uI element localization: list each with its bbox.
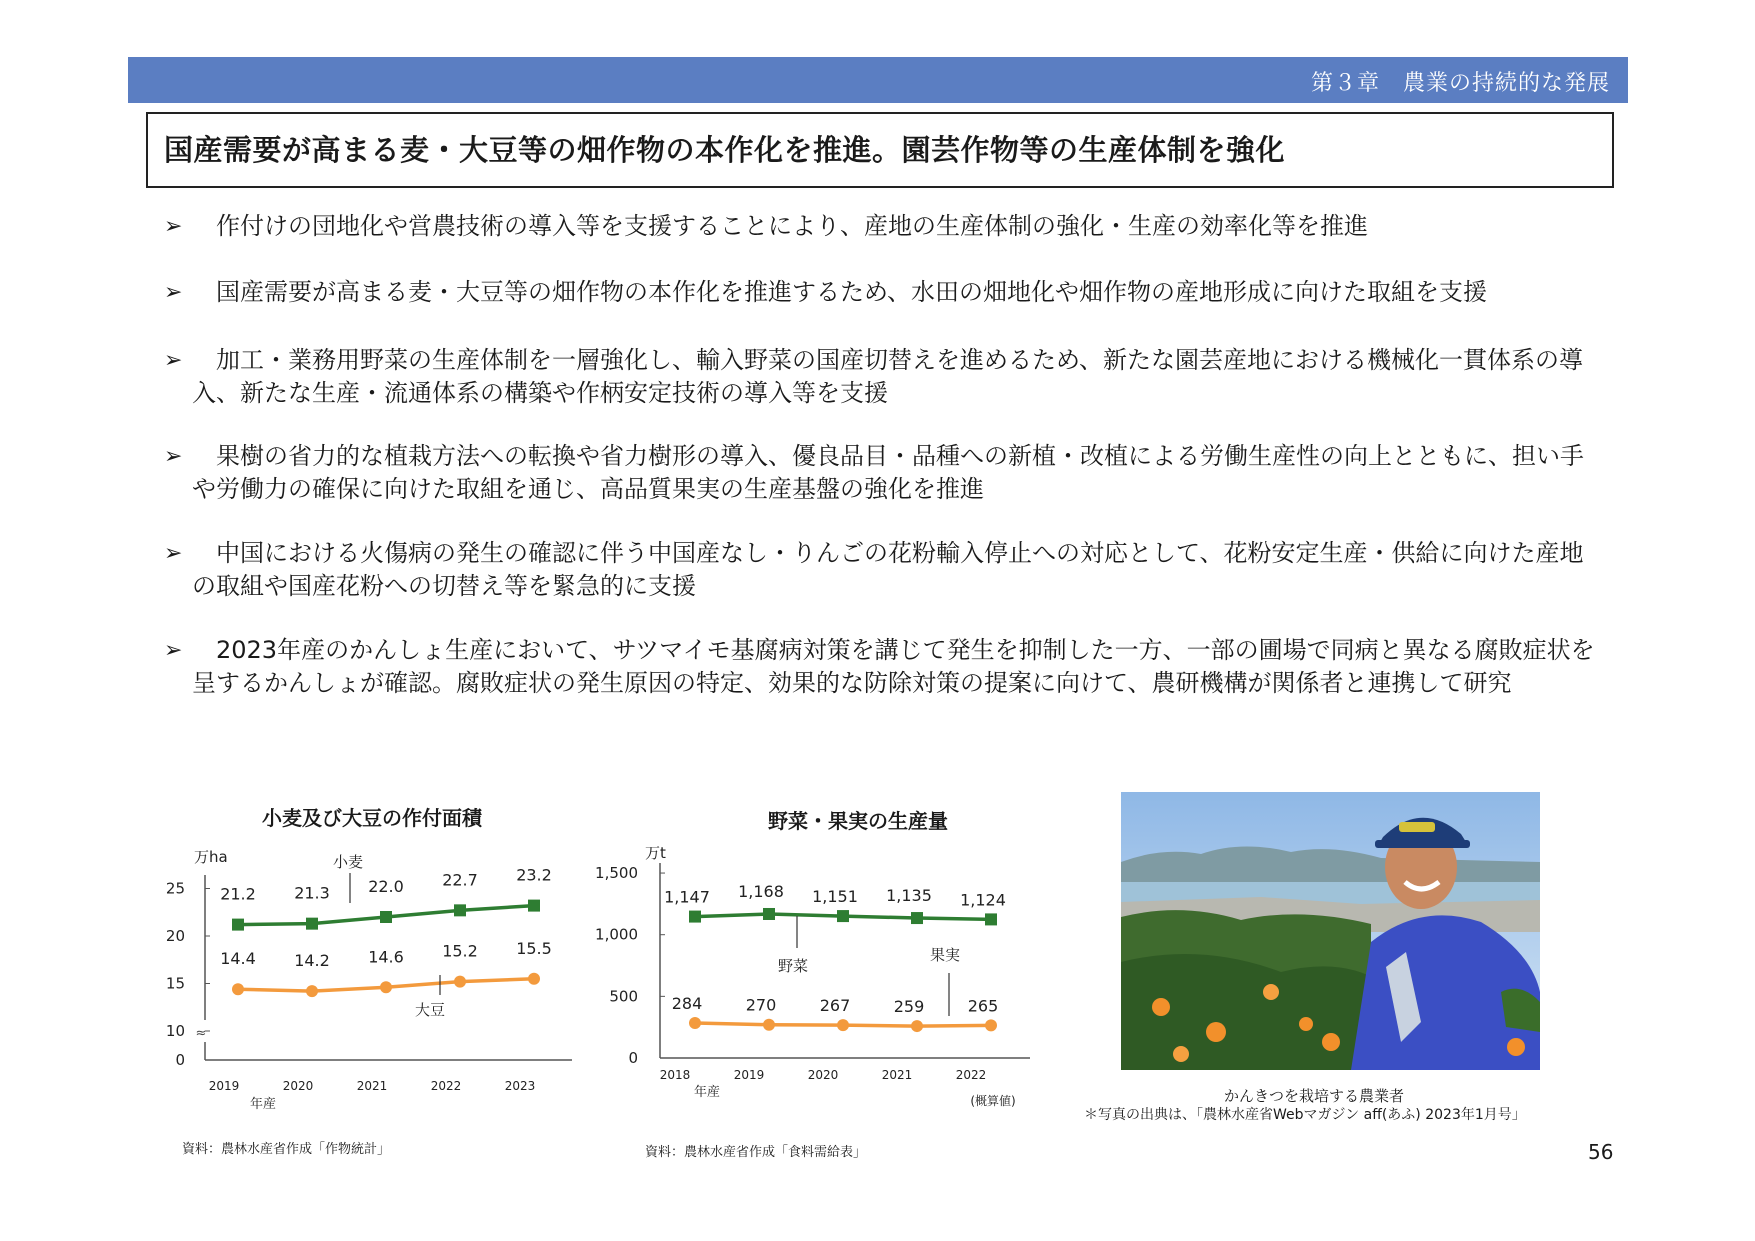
chart1-x-tick-label: 2019	[208, 1079, 240, 1093]
bullet-arrow-icon: ➢	[164, 444, 183, 469]
chart2-x-tick-label: 2020	[807, 1068, 839, 1082]
farmer-photo-illustration	[1121, 792, 1540, 1070]
chart2-series-name-fruit: 果実	[929, 946, 961, 964]
chart1-y-tick-label: 20	[165, 927, 185, 945]
chart1-y-tick-label: 0	[175, 1051, 185, 1069]
farmer-photo	[1121, 792, 1540, 1070]
chart2-point-fruit	[985, 1019, 997, 1031]
chart2-x-tick-label: 2018	[659, 1068, 691, 1082]
title-box	[146, 112, 1614, 188]
bullet-item	[160, 210, 1600, 243]
chart2-point-vegetables	[911, 912, 923, 924]
chart2-y-tick-label: 1,000	[595, 925, 638, 944]
chart1-series-name-soy: 大豆	[414, 1001, 446, 1019]
bullet-text: 作付けの団地化や営農技術の導入等を支援することにより、産地の生産体制の強化・生産の効率化等を推進	[216, 212, 1368, 240]
bullet-arrow-icon: ➢	[164, 541, 183, 566]
chart1-data-label: 15.2	[442, 941, 478, 961]
chart1-data-label: 21.3	[294, 883, 330, 903]
chart2-point-fruit	[837, 1019, 849, 1031]
photo-caption: かんきつを栽培する農業者	[1224, 1087, 1405, 1105]
chart1-point-wheat	[380, 911, 392, 923]
chart2-series-name-vegetables: 野菜	[777, 957, 809, 975]
bullet-text: 中国における火傷病の発生の確認に伴う中国産なし・りんごの花粉輸入停止への対応として、花粉安定生産・供給に向けた産地の取組や国産花粉への切替え等を緊急的に支援	[192, 539, 1584, 600]
chart1-point-wheat	[306, 918, 318, 930]
bullet-text: 加工・業務用野菜の生産体制を一層強化し、輸入野菜の国産切替えを進めるため、新たな園芸産地における機械化一貫体系の導入、新たな生産・流通体系の構築や作柄安定技術の導入等を支援	[192, 346, 1584, 407]
chart1-series-name-wheat: 小麦	[332, 853, 364, 871]
chart2-data-label: 270	[745, 995, 777, 1015]
chart1-y-unit: 万ha	[194, 848, 228, 866]
chart1-x-tick-label: 2020	[282, 1079, 314, 1093]
chart2-data-label: 284	[671, 993, 703, 1013]
chart1-data-label: 22.7	[442, 870, 478, 890]
chart2-title: 野菜・果実の生産量	[768, 809, 948, 833]
chart1-data-label: 23.2	[516, 865, 552, 885]
chart1-data-label: 14.2	[294, 951, 330, 971]
chart2-x-tick-label: 2022	[955, 1068, 987, 1082]
page-number: 56	[1588, 1140, 1614, 1164]
bullet-item	[160, 537, 1600, 603]
chart1-point-soy	[528, 973, 540, 985]
chart2-y-tick-label: 1,500	[595, 864, 638, 883]
bullet-arrow-icon: ➢	[164, 348, 183, 373]
chart1-title: 小麦及び大豆の作付面積	[262, 806, 482, 830]
chart2-y-tick-label: 0	[628, 1049, 638, 1067]
chart1-y-tick-label: 15	[165, 974, 185, 993]
chart2-point-vegetables	[763, 908, 775, 920]
chart2-point-fruit	[911, 1020, 923, 1032]
chart2-data-label: 1,147	[664, 887, 710, 907]
bullet-text: 国産需要が高まる麦・大豆等の畑作物の本作化を推進するため、水田の畑地化や畑作物の産地形成に向けた取組を支援	[216, 278, 1488, 306]
photo-credit: ＊写真の出典は、「農林水産省Webマガジン aff(あふ) 2023年1月号」	[1084, 1107, 1526, 1123]
bullet-item	[160, 440, 1600, 506]
bullet-text: 2023年産のかんしょ生産において、サツマイモ基腐病対策を講じて発生を抑制した一方、一部の圃場で同病と異なる腐敗症状を呈するかんしょが確認。腐敗症状の発生原因の特定、効果的な防除対策の提案に向けて、農研機構が関係者と連携して研究	[192, 636, 1595, 697]
bullet-item	[160, 344, 1600, 410]
chart2-veg-fruit-production	[585, 838, 1035, 1118]
chart2-point-fruit	[689, 1017, 701, 1029]
chart2-x-note: (概算値)	[970, 1094, 1016, 1108]
chart2-data-label: 267	[819, 996, 851, 1016]
bullet-item	[160, 634, 1600, 700]
chart2-y-tick-label: 500	[609, 987, 638, 1006]
chart1-x-tick-label: 2021	[356, 1079, 388, 1093]
chart1-point-soy	[380, 981, 392, 993]
chart2-x-tick-label: 2019	[733, 1068, 765, 1082]
chart1-x-tick-label: 2022	[430, 1079, 462, 1093]
chart2-data-label: 1,124	[960, 890, 1006, 910]
chart1-y-tick-label: 25	[165, 879, 185, 898]
bullet-arrow-icon: ➢	[164, 638, 183, 663]
chart2-source: 資料：農林水産省作成「食料需給表」	[645, 1145, 867, 1160]
chart1-axis-break-icon: ≈	[195, 1026, 207, 1041]
chart2-data-label: 265	[967, 996, 999, 1016]
chart1-point-soy	[454, 976, 466, 988]
chart1-x-unit: 年産	[249, 1097, 277, 1112]
chart1-point-soy	[232, 983, 244, 995]
chart2-x-tick-label: 2021	[881, 1068, 913, 1082]
chart1-data-label: 21.2	[220, 884, 256, 904]
chart1-data-label: 22.0	[368, 877, 404, 896]
chart1-point-wheat	[528, 900, 540, 912]
bullet-arrow-icon: ➢	[164, 280, 183, 305]
chart1-data-label: 14.6	[368, 947, 404, 967]
chart2-data-label: 1,151	[812, 887, 858, 907]
bullet-arrow-icon: ➢	[164, 214, 183, 239]
page-title: 国産需要が高まる麦・大豆等の畑作物の本作化を推進。園芸作物等の生産体制を強化	[164, 133, 1286, 167]
chart2-data-label: 1,135	[886, 886, 932, 906]
chart2-y-unit: 万t	[645, 844, 666, 862]
chart2-point-vegetables	[837, 910, 849, 922]
chart1-source: 資料：農林水産省作成「作物統計」	[182, 1142, 391, 1157]
chart2-point-vegetables	[689, 911, 701, 923]
chart2-point-vegetables	[985, 913, 997, 925]
chart1-x-tick-label: 2023	[504, 1079, 536, 1093]
bullet-text: 果樹の省力的な植栽方法への転換や省力樹形の導入、優良品目・品種への新植・改植による労働生産性の向上とともに、担い手や労働力の確保に向けた取組を通じ、高品質果実の生産基盤の強化を推進	[192, 442, 1584, 503]
chart2-data-label: 1,168	[738, 881, 784, 901]
chart1-point-wheat	[232, 919, 244, 931]
chart1-y-tick-label: 10	[165, 1022, 185, 1040]
chart1-wheat-soy-area	[150, 845, 590, 1125]
chart1-data-label: 14.4	[220, 949, 256, 969]
chart2-x-unit: 年産	[693, 1085, 721, 1100]
chapter-header-band	[128, 57, 1628, 103]
chart1-data-label: 15.5	[516, 938, 552, 958]
chart2-data-label: 259	[893, 997, 925, 1017]
chart1-point-soy	[306, 985, 318, 997]
chapter-label: 第３章 農業の持続的な発展	[1310, 71, 1610, 96]
chart2-point-fruit	[763, 1019, 775, 1031]
bullet-item	[160, 276, 1600, 309]
chart1-point-wheat	[454, 904, 466, 916]
